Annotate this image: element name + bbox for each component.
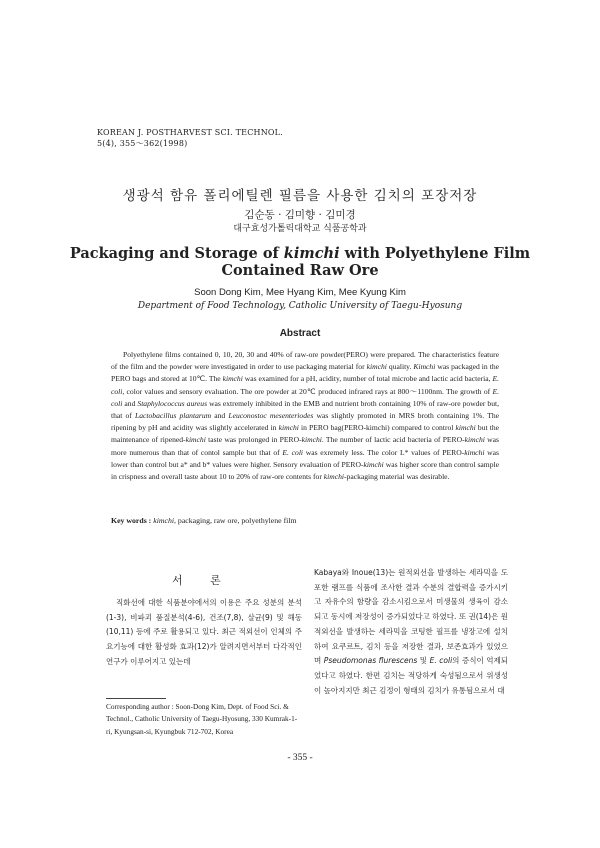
title-en-line2: Contained Raw Ore	[221, 262, 379, 279]
right-paragraph: Kabaya와 Inoue(13)는 원적외선을 발생하는 세라믹을 도포한 램프를 식품에 조사한 결과 수분의 결합력을 증가시키고 자유수의 함량을 감소시킴으로서 미생물의 생육이 감소되고 동시에 저장성이 증가되었다고 하였다. 또 권(14)은 원적외선을 발생하는 세라믹을 코팅한 필프를 냉장고에 설치하여 요쿠르트, 김치 등을 저장한 결과, 보존효과가 있었으며 Pseudomonas flurescens 및 E. coli의 증식이 억제되었다고 하였다. 한편 김치는 적당하게 숙성됨으로서 위생성이 높아지지만 최근 김정이 형태의 김치가 유통됨으로서 대	[314, 568, 508, 695]
journal-name: KOREAN J. POSTHARVEST SCI. TECHNOL.	[97, 128, 283, 137]
title-en-italic: kimchi	[283, 245, 340, 262]
keywords	[111, 516, 297, 525]
authors-english: Soon Dong Kim, Mee Hyang Kim, Mee Kyung Kim	[194, 287, 406, 298]
title-en-part2: with Polyethylene Film	[339, 245, 531, 262]
intro-paragraph: 직화선에 대한 식품분야에서의 이용은 주요 성분의 분석(1-3), 비파괴 품질분석(4-6), 건조(7,8), 살균(9) 및 해동(10,11) 등에 주로 활용되고 있다. 최근 적외선이 인체의 주요기능에 대한 활성화 효과(12)가 알려지면서부터 다각적인 연구가 이루어지고 있는데	[106, 598, 302, 666]
footnote-divider	[106, 698, 166, 699]
title-en-part1: Packaging and Storage of	[69, 245, 284, 262]
title-korean: 생광석 함유 폴리에틸렌 필름을 사용한 김치의 포장저장	[122, 188, 478, 204]
abstract-paragraph: Polyethylene films contained 0, 10, 20, 30 and 40% of raw-ore powder(PERO) were prepared. The characteristics feature of the film and the powder were investigated in order to use packaging material for kimchi quality. Kimchi was packaged in the PERO bags and stored at 10℃. The kimchi was examined for a pH, acidity, number of total microbe and lactic acid bacteria, E. coli, color values and sensory evaluation. The ore powder at 20℃ produced infrared rays at 800～1100nm. The growth of E. coli and Staphylococcus aureus was extremely inhibited in the EMB and nutrient broth containing 10% of raw-ore powder but, that of Lactobacillus plantarum and Leuconostoc mesenteriodes was slightly promoted in MRS broth containing 1%. The ripening by pH and acidity was slightly accelerated in kimchi in PERO bag(PERO-kimchi) compared to control kimchi but the maintenance of ripened-kimchi taste was prolonged in PERO-kimchi. The number of lactic acid bacteria of PERO-kimchi was more numerous than that of contol sample but that of E. coli was exremely less. The color L* values of PERO-kimchi was lower than control but a* and b* values were higher. Sensory evaluation of PERO-kimchi was higher score than control sample in crispness and overall taste about 10 to 20% of raw-ore contents for kimchi-packaging material was desirable.	[111, 350, 500, 482]
right-column	[314, 566, 508, 698]
keywords-italic: kimchi	[153, 516, 175, 525]
left-column	[106, 596, 302, 670]
journal-header	[97, 127, 283, 149]
affiliation-korean: 대구효성가톨릭대학교 식품공학과	[233, 224, 367, 234]
abstract-heading: Abstract	[279, 328, 321, 339]
correspondence-footnote: Corresponding author : Soon-Dong Kim, Dept. of Food Sci. & Technol., Catholic University of Taegu-Hyosung, 330 Kumrak-1-ri, Kyungsan-si, Kyungbuk 712-702, Korea	[106, 702, 298, 736]
keywords-rest: , packaging, raw ore, polyethylene film	[174, 516, 297, 525]
journal-volume: 5(4), 355～362(1998)	[97, 139, 188, 148]
keywords-label: Key words :	[111, 516, 154, 525]
abstract-body	[111, 349, 499, 483]
department-english: Department of Food Technology, Catholic University of Taegu-Hyosung	[137, 301, 463, 311]
section-heading-introduction: 서 론	[172, 574, 233, 587]
title-english	[0, 245, 600, 279]
authors-korean: 김순동 · 김미향 · 김미경	[244, 209, 356, 221]
page-number: - 355 -	[287, 753, 313, 763]
